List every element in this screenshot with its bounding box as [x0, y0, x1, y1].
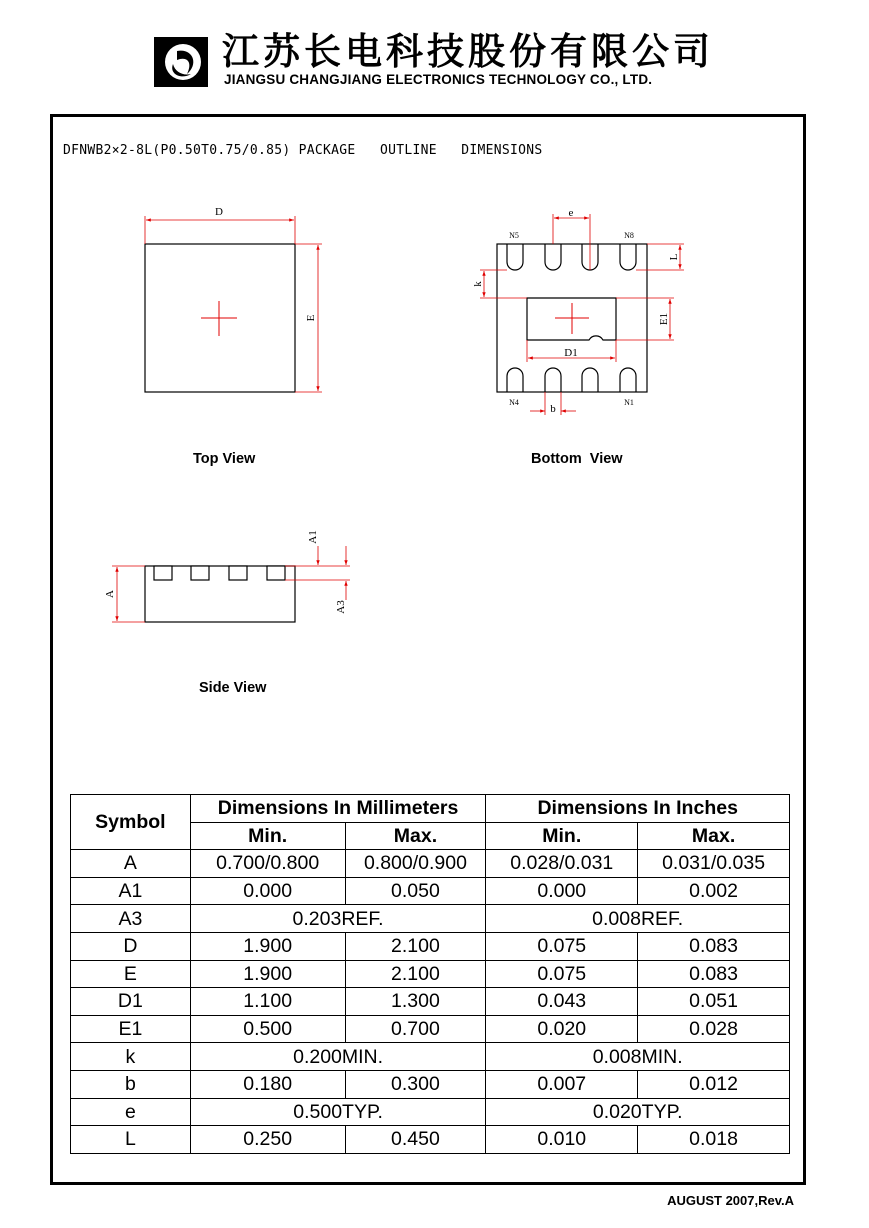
mm-max-cell: 0.450: [345, 1126, 486, 1154]
label-N5: N5: [509, 231, 519, 240]
top-view-drawing: [145, 206, 322, 392]
inch-min-cell: 0.020: [486, 1015, 638, 1043]
inch-min-cell: 0.000: [486, 877, 638, 905]
inch-max-cell: 0.051: [638, 988, 790, 1016]
company-name-en: JIANGSU CHANGJIANG ELECTRONICS TECHNOLOGY CO., LTD.: [224, 72, 653, 87]
mm-header: Dimensions In Millimeters: [190, 795, 486, 823]
table-row: [71, 1043, 790, 1071]
label-N4: N4: [509, 398, 519, 407]
mm-max-cell: 2.100: [345, 960, 486, 988]
inch-max-cell: 0.028: [638, 1015, 790, 1043]
inch-max-header: Max.: [638, 822, 790, 850]
inch-max-cell: 0.031/0.035: [638, 850, 790, 878]
symbol-header: Symbol: [71, 795, 191, 850]
inch-header: Dimensions In Inches: [486, 795, 790, 823]
inch-value-cell: 0.008REF.: [486, 905, 790, 933]
table-row: [71, 1098, 790, 1126]
inch-min-cell: 0.075: [486, 932, 638, 960]
table-row: [71, 960, 790, 988]
mm-min-cell: 0.700/0.800: [190, 850, 345, 878]
dimensions-table: [70, 794, 790, 1154]
mm-min-cell: 1.900: [190, 960, 345, 988]
table-row: [71, 988, 790, 1016]
inch-min-cell: 0.010: [486, 1126, 638, 1154]
label-L: L: [668, 253, 680, 261]
label-k: k: [472, 281, 484, 287]
label-E: E: [305, 314, 317, 322]
bottom-view-caption: Bottom View: [531, 451, 623, 467]
label-D: D: [215, 206, 223, 218]
inch-max-cell: 0.012: [638, 1070, 790, 1098]
side-view-drawing: [104, 530, 350, 622]
symbol-cell: L: [71, 1126, 191, 1154]
symbol-cell: E1: [71, 1015, 191, 1043]
label-N8: N8: [624, 231, 634, 240]
mm-max-header: Max.: [345, 822, 486, 850]
label-b: b: [550, 403, 556, 415]
table-header-row: [71, 795, 790, 823]
inch-min-cell: 0.075: [486, 960, 638, 988]
symbol-cell: b: [71, 1070, 191, 1098]
table-row: [71, 1070, 790, 1098]
mm-max-cell: 0.800/0.900: [345, 850, 486, 878]
table-row: [71, 905, 790, 933]
table-row: [71, 850, 790, 878]
table-row: [71, 932, 790, 960]
mm-min-cell: 0.000: [190, 877, 345, 905]
package-title: DFNWB2×2-8L(P0.50T0.75/0.85) PACKAGE OUTLINE DIMENSIONS: [63, 143, 543, 158]
symbol-cell: A1: [71, 877, 191, 905]
symbol-cell: A: [71, 850, 191, 878]
label-A: A: [104, 590, 116, 598]
inch-min-header: Min.: [486, 822, 638, 850]
inch-max-cell: 0.083: [638, 932, 790, 960]
inch-max-cell: 0.018: [638, 1126, 790, 1154]
table-row: [71, 1015, 790, 1043]
inch-min-cell: 0.028/0.031: [486, 850, 638, 878]
label-N1: N1: [624, 398, 634, 407]
mm-min-cell: 1.100: [190, 988, 345, 1016]
label-E1: E1: [658, 312, 670, 326]
inch-min-cell: 0.043: [486, 988, 638, 1016]
inch-value-cell: 0.008MIN.: [486, 1043, 790, 1071]
mm-value-cell: 0.200MIN.: [190, 1043, 486, 1071]
symbol-cell: e: [71, 1098, 191, 1126]
table-row: [71, 1126, 790, 1154]
label-e: e: [568, 207, 574, 219]
label-A3: A3: [335, 600, 347, 614]
top-view-caption: Top View: [193, 451, 256, 467]
inch-min-cell: 0.007: [486, 1070, 638, 1098]
mm-max-cell: 0.700: [345, 1015, 486, 1043]
mm-max-cell: 0.300: [345, 1070, 486, 1098]
mm-max-cell: 0.050: [345, 877, 486, 905]
mm-min-cell: 0.180: [190, 1070, 345, 1098]
mm-max-cell: 1.300: [345, 988, 486, 1016]
mm-value-cell: 0.203REF.: [190, 905, 486, 933]
mm-value-cell: 0.500TYP.: [190, 1098, 486, 1126]
inch-max-cell: 0.083: [638, 960, 790, 988]
mm-min-cell: 0.500: [190, 1015, 345, 1043]
label-D1: D1: [564, 347, 578, 359]
company-name-cn: 江苏长电科技股份有限公司: [222, 29, 714, 73]
symbol-cell: D: [71, 932, 191, 960]
symbol-cell: D1: [71, 988, 191, 1016]
footer-revision: AUGUST 2007,Rev.A: [667, 1193, 794, 1208]
inch-value-cell: 0.020TYP.: [486, 1098, 790, 1126]
table-row: [71, 877, 790, 905]
mm-min-cell: 1.900: [190, 932, 345, 960]
mm-min-cell: 0.250: [190, 1126, 345, 1154]
label-A1: A1: [307, 530, 319, 544]
bottom-view-drawing: [472, 207, 684, 415]
mm-max-cell: 2.100: [345, 932, 486, 960]
symbol-cell: A3: [71, 905, 191, 933]
mm-min-header: Min.: [190, 822, 345, 850]
side-view-caption: Side View: [199, 680, 267, 696]
symbol-cell: k: [71, 1043, 191, 1071]
inch-max-cell: 0.002: [638, 877, 790, 905]
symbol-cell: E: [71, 960, 191, 988]
